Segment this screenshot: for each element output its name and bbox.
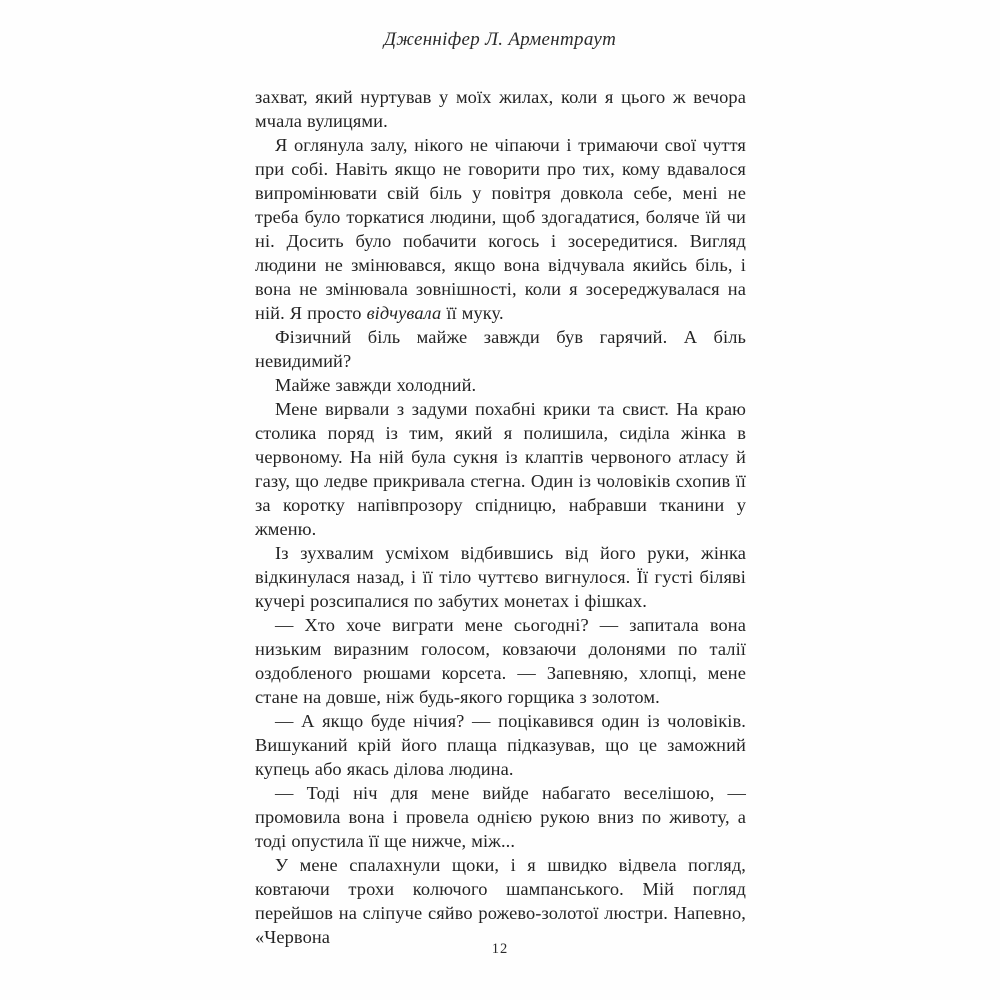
text-segment: її муку.: [441, 303, 504, 323]
paragraph: [255, 325, 746, 373]
paragraph: [255, 397, 746, 541]
paragraph: [255, 541, 746, 613]
emphasized-text: відчувала: [366, 303, 442, 323]
text-segment: — Хто хоче виграти мене сьогодні? — запитала вона низьким виразним голосом, ковзаючи долонями по талії оздобленого рюшами корсета. — Запевняю, хлопці, мене стане на довше, ніж будь-якого горщика з золотом.: [255, 615, 746, 707]
paragraph: [255, 133, 746, 325]
text-segment: — А якщо буде нічия? — поцікавився один із чоловіків. Вишуканий крій його плаща підказував, що це заможний купець або якась ділова людина.: [255, 711, 746, 779]
text-segment: Фізичний біль майже завжди був гарячий. А біль невидимий?: [255, 327, 746, 371]
running-header: Дженніфер Л. Арментраут: [383, 29, 617, 50]
text-segment: Майже завжди холодний.: [275, 375, 477, 395]
text-segment: — Тоді ніч для мене вийде набагато веселішою, — промовила вона і провела однією рукою вниз по животу, а тоді опустила її ще нижче, між...: [255, 783, 746, 851]
paragraph: [255, 709, 746, 781]
text-segment: Я оглянула залу, нікого не чіпаючи і тримаючи свої чуття при собі. Навіть якщо не говорити про тих, кому вдавалося випромінювати свій біль у повітря довкола себе, мені не треба було торкатися людини, щоб здогадатися, боляче їй чи ні. Досить було побачити когось і зосередитися. Вигляд людини не змінювався, якщо вона відчувала якийсь біль, і вона не змінювала зовнішності, коли я зосереджувалася на ній. Я просто: [255, 135, 746, 323]
paragraph: [255, 853, 746, 949]
paragraph: [255, 373, 746, 397]
text-segment: У мене спалахнули щоки, і я швидко відвела погляд, ковтаючи трохи колючого шампанського. Мій погляд перейшов на сліпуче сяйво рожево-золотої люстри. Напевно, «Червона: [255, 855, 746, 947]
paragraph: [255, 781, 746, 853]
paragraph: [255, 613, 746, 709]
text-segment: Із зухвалим усміхом відбившись від його руки, жінка відкинулася назад, і її тіло чуттєво вигнулося. Її густі біляві кучері розсипалися по забутих монетах і фішках.: [255, 543, 746, 611]
text-segment: Мене вирвали з задуми похабні крики та свист. На краю столика поряд із тим, який я полишила, сиділа жінка в червоному. На ній була сукня із клаптів червоного атласу й газу, що ледве прикривала стегна. Один із чоловіків схопив її за коротку напівпрозору спідницю, набравши тканини у жменю.: [255, 399, 746, 539]
body-text: [255, 85, 746, 949]
page-number: 12: [491, 941, 509, 957]
text-segment: захват, який нуртував у моїх жилах, коли я цього ж вечора мчала вулицями.: [255, 87, 746, 131]
paragraph: [255, 85, 746, 133]
